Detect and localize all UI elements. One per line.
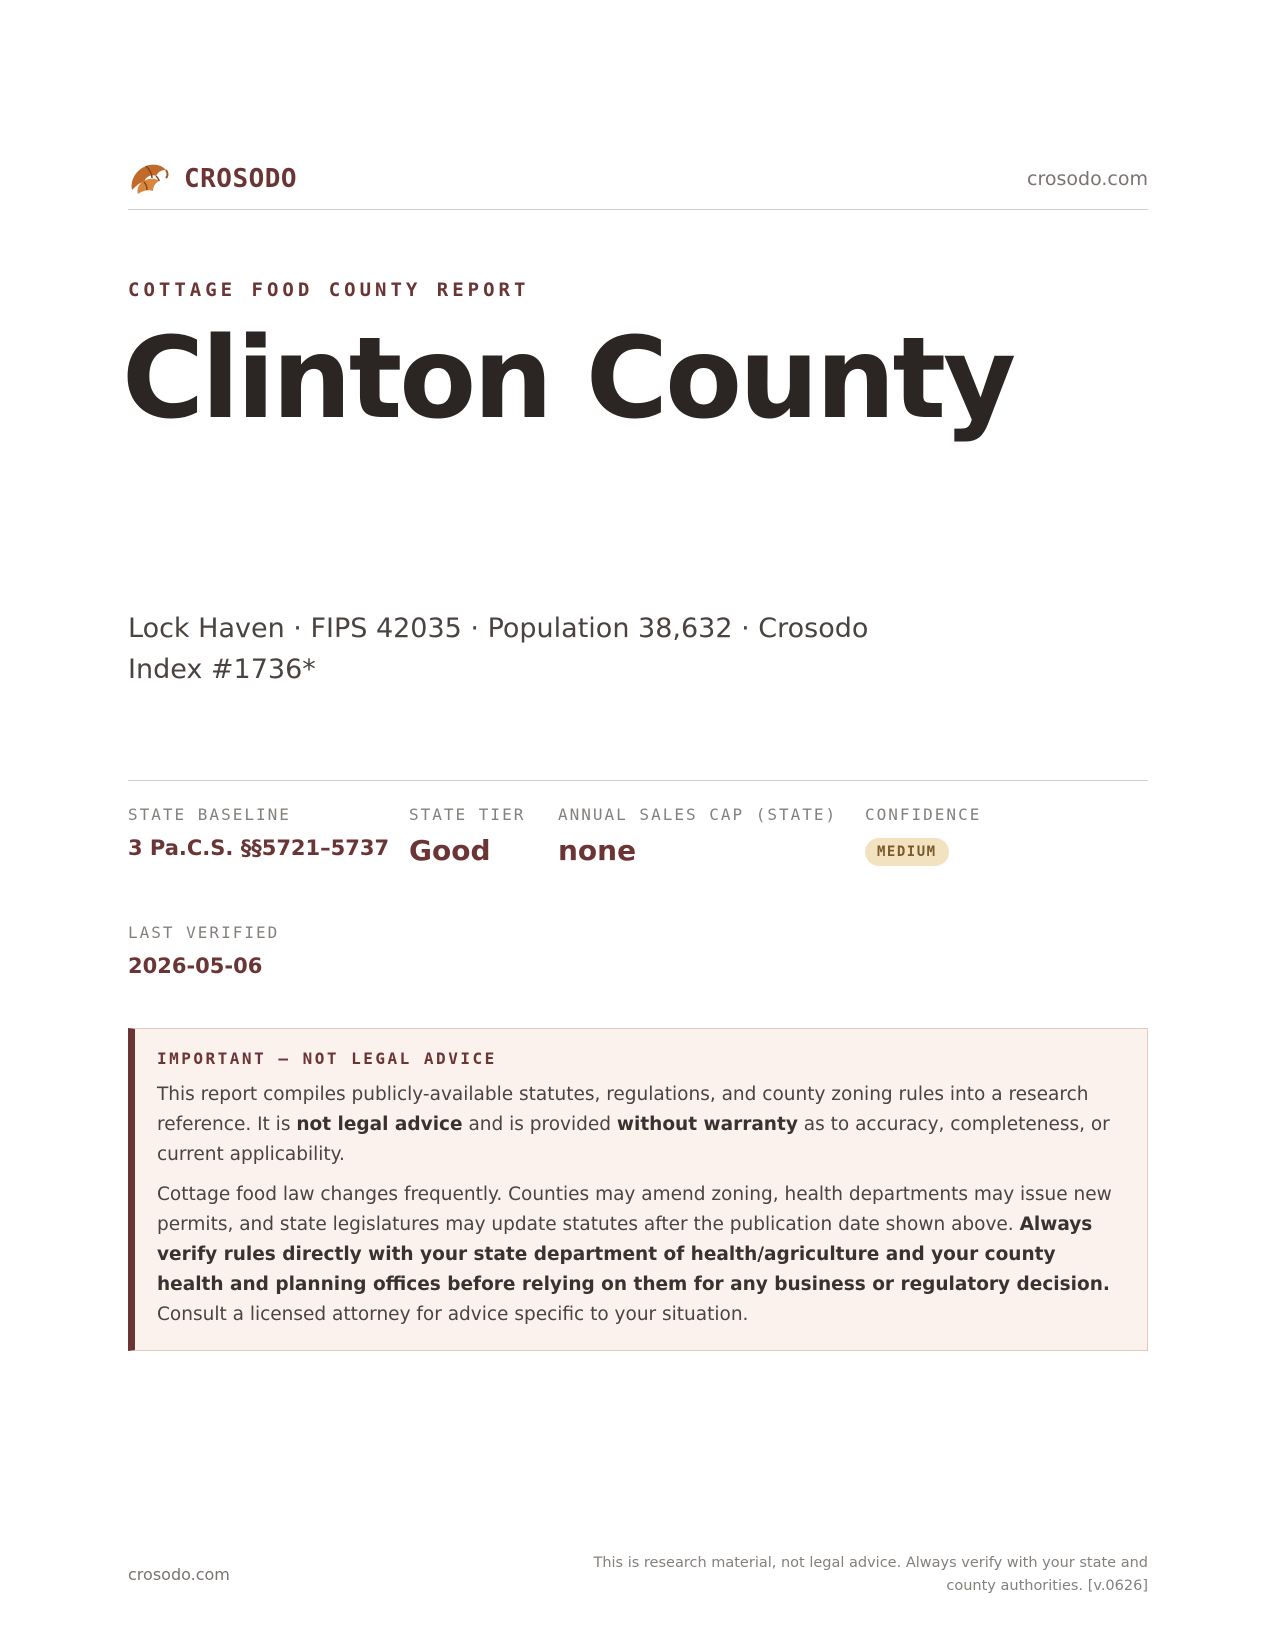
brand-url[interactable]: crosodo.com [1027, 168, 1148, 190]
brand-name: CROSODO [184, 164, 298, 194]
confidence-badge: MEDIUM [865, 838, 949, 866]
notice-text: Cottage food law changes frequently. Counties may amend zoning, health departments may issue new permits, and state legislatures may update statutes after the publication date shown above. [157, 1184, 1112, 1235]
stat-value: Good [409, 834, 491, 867]
notice-paragraph-1 [157, 1080, 1125, 1170]
stat-last-verified [128, 923, 279, 978]
footer-disclaimer: This is research material, not legal advice. Always verify with your state and county authorities. [v.0626] [593, 1555, 1148, 1594]
footer-url[interactable]: crosodo.com [128, 1565, 230, 1584]
notice-emphasis: not legal advice [296, 1114, 463, 1135]
report-kicker: COTTAGE FOOD COUNTY REPORT [128, 279, 530, 301]
stat-value: 3 Pa.C.S. §§5721–5737 [128, 836, 390, 860]
stat-confidence [865, 805, 981, 866]
notice-text: Consult a licensed attorney for advice specific to your situation. [157, 1304, 749, 1325]
report-page [122, 0, 1148, 1650]
brand-header [128, 158, 1148, 202]
notice-title: IMPORTANT — NOT LEGAL ADVICE [157, 1049, 497, 1068]
stat-state-tier [409, 805, 525, 867]
stat-label: ANNUAL SALES CAP (STATE) [558, 805, 838, 824]
stat-label: LAST VERIFIED [128, 923, 280, 942]
notice-paragraph-2 [157, 1180, 1125, 1330]
stat-value: none [558, 834, 637, 867]
legal-notice [128, 1028, 1148, 1351]
stat-sales-cap [558, 805, 837, 867]
page-title: Clinton County [122, 314, 1014, 444]
notice-text: and is provided [462, 1114, 617, 1135]
stat-label: STATE TIER [409, 805, 526, 824]
notice-text: This report compiles publicly-available statutes, regulations, and county zoning rules into a research reference. It is [157, 1084, 1089, 1135]
notice-text: as to accuracy, completeness, or current applicability. [157, 1114, 1110, 1165]
section-divider [128, 780, 1148, 781]
stat-label: STATE BASELINE [128, 805, 291, 824]
header-divider [128, 209, 1148, 210]
stat-label: CONFIDENCE [865, 805, 982, 824]
croissant-icon [128, 160, 170, 198]
stat-state-baseline [128, 805, 389, 860]
stat-value: 2026-05-06 [128, 954, 263, 978]
notice-emphasis: without warranty [616, 1114, 798, 1135]
report-subtitle: Lock Haven · FIPS 42035 · Population 38,632 · Crosodo Index #1736* [128, 613, 869, 685]
notice-emphasis: Always verify rules directly with your state department of health/agriculture and your county health and planning offices before relying on them for any business or regulatory decision. [157, 1214, 1110, 1295]
